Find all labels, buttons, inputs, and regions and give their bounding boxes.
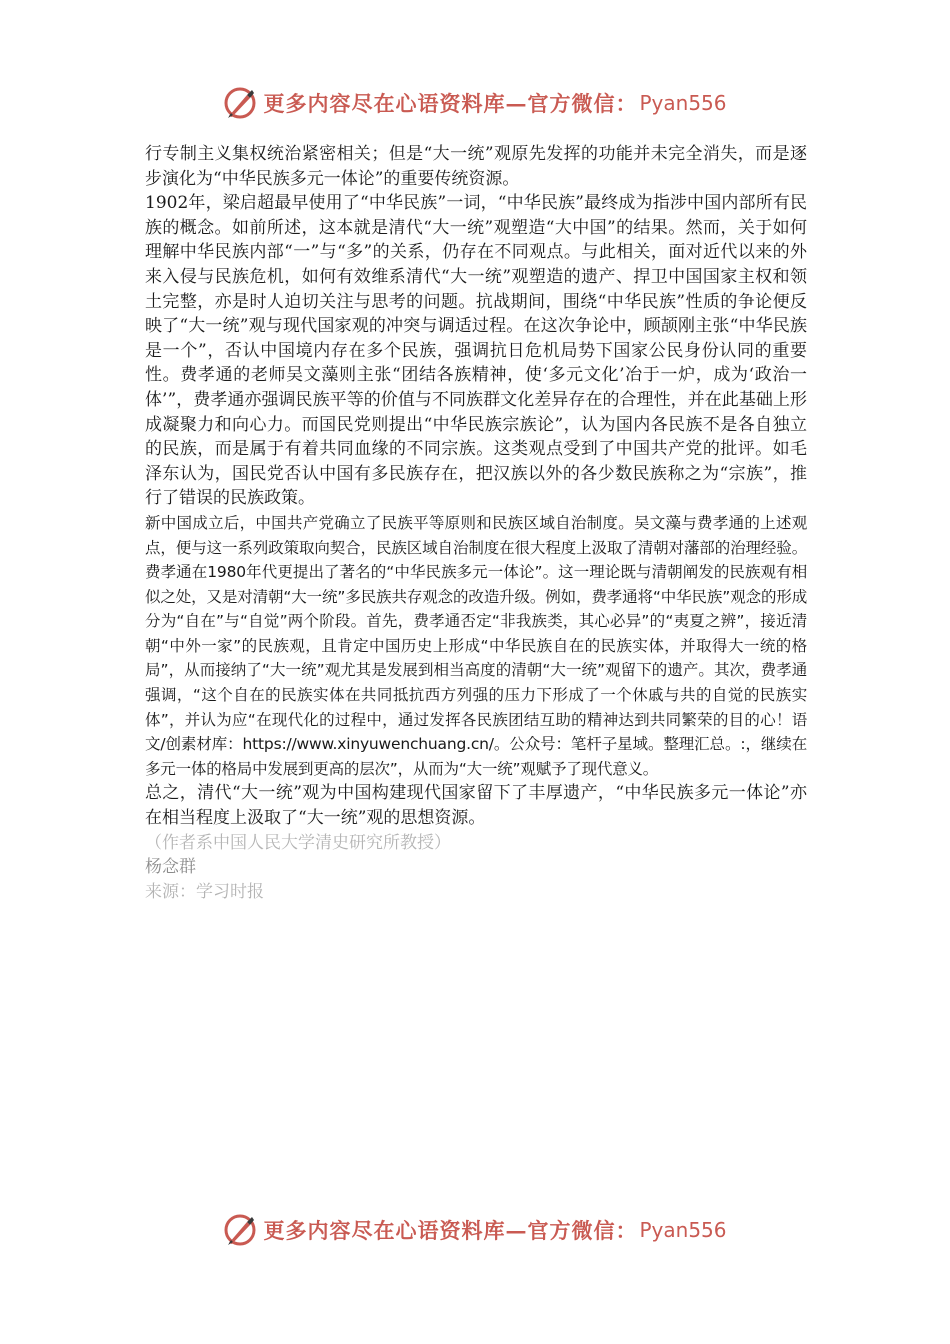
header-banner xyxy=(0,81,950,125)
footer-banner xyxy=(0,1208,950,1252)
banner-text: 更多内容尽在心语资料库—官方微信： xyxy=(263,1218,638,1243)
paragraph-3: 新中国成立后，中国共产党确立了民族平等原则和民族区域自治制度。吴文藻与费孝通的上述观点，便与这一系列政策取向契合，民族区域自治制度在很大程度上汲取了清朝对藩部的治理经验。费孝通在1980年代更提出了著名的“中华民族多元一体论”。这一理论既与清朝阐发的民族观有相似之处，又是对清朝“大一统”多民族共存观念的改造升级。例如，费孝通将“中华民族”观念的形成分为“自在”与“自觉”两个阶段。首先，费孝通否定“非我族类，其心必异”的“夷夏之辨”，接近清朝“中外一家”的民族观，且肯定中国历史上形成“中华民族自在的民族实体，并取得大一统的格局”，从而接纳了“大一统”观尤其是发展到相当高度的清朝“大一统”观留下的遗产。其次，费孝通强调，“这个自在的民族实体在共同抵抗西方列强的压力下形成了一个休戚与共的自觉的民族实体”，并认为应“在现代化的过程中，通过发挥各民族团结互助的精神达到共同繁荣的目的心！语文/创素材库：https://www.xinyuwenchuang.cn/。公众号：笔杆子星域。整理汇总。:，继续在多元一体的格局中发展到更高的层次”，从而为“大一统”观赋予了现代意义。 xyxy=(145,513,807,778)
banner-text: 更多内容尽在心语资料库—官方微信： xyxy=(263,91,638,116)
paragraph-2: 1902年，梁启超最早使用了“中华民族”一词，“中华民族”最终成为指涉中国内部所有民族的概念。如前所述，这本就是清代“大一统”观塑造“大中国”的结果。然而，关于如何理解中华民族内部“一”与“多”的关系，仍存在不同观点。与此相关，面对近代以来的外来入侵与民族危机，如何有效维系清代“大一统”观塑造的遗产、捍卫中国国家主权和领土完整，亦是时人迫切关注与思考的问题。抗战期间，围绕“中华民族”性质的争论便反映了“大一统”观与现代国家观的冲突与调适过程。在这次争论中，顾颉刚主张“中华民族是一个”，否认中国境内存在多个民族，强调抗日危机局势下国家公民身份认同的重要性。费孝通的老师吴文藻则主张“团结各族精神，使‘多元文化’冶于一炉，成为‘政治一体’”，费孝通亦强调民族平等的价值与不同族群文化差异存在的合理性，并在此基础上形成凝聚力和向心力。而国民党则提出“中华民族宗族论”，认为国内各民族不是各自独立的民族，而是属于有着共同血缘的不同宗族。这类观点受到了中国共产党的批评。如毛泽东认为，国民党否认中国有多民族存在，把汉族以外的各少数民族称之为“宗族”，推行了错误的民族政策。 xyxy=(145,193,807,509)
source-line: 来源：学习时报 xyxy=(145,881,264,902)
pen-logo-icon xyxy=(223,1213,257,1247)
paragraph-4: 总之，清代“大一统”观为中国构建现代国家留下了丰厚遗产，“中华民族多元一体论”亦在相当程度上汲取了“大一统”观的思想资源。 xyxy=(145,783,807,829)
paragraph-1: 行专制主义集权统治紧密相关；但是“大一统”观原先发挥的功能并未完全消失，而是逐步演化为“中华民族多元一体论”的重要传统资源。 xyxy=(145,144,807,189)
pen-logo-icon xyxy=(223,86,257,120)
author-note: （作者系中国人民大学清史研究所教授） xyxy=(145,832,451,853)
article-body xyxy=(145,142,807,904)
banner-wechat-id: Pyan556 xyxy=(639,91,727,115)
banner-wechat-id: Pyan556 xyxy=(639,1218,727,1242)
author-name: 杨念群 xyxy=(145,857,196,878)
